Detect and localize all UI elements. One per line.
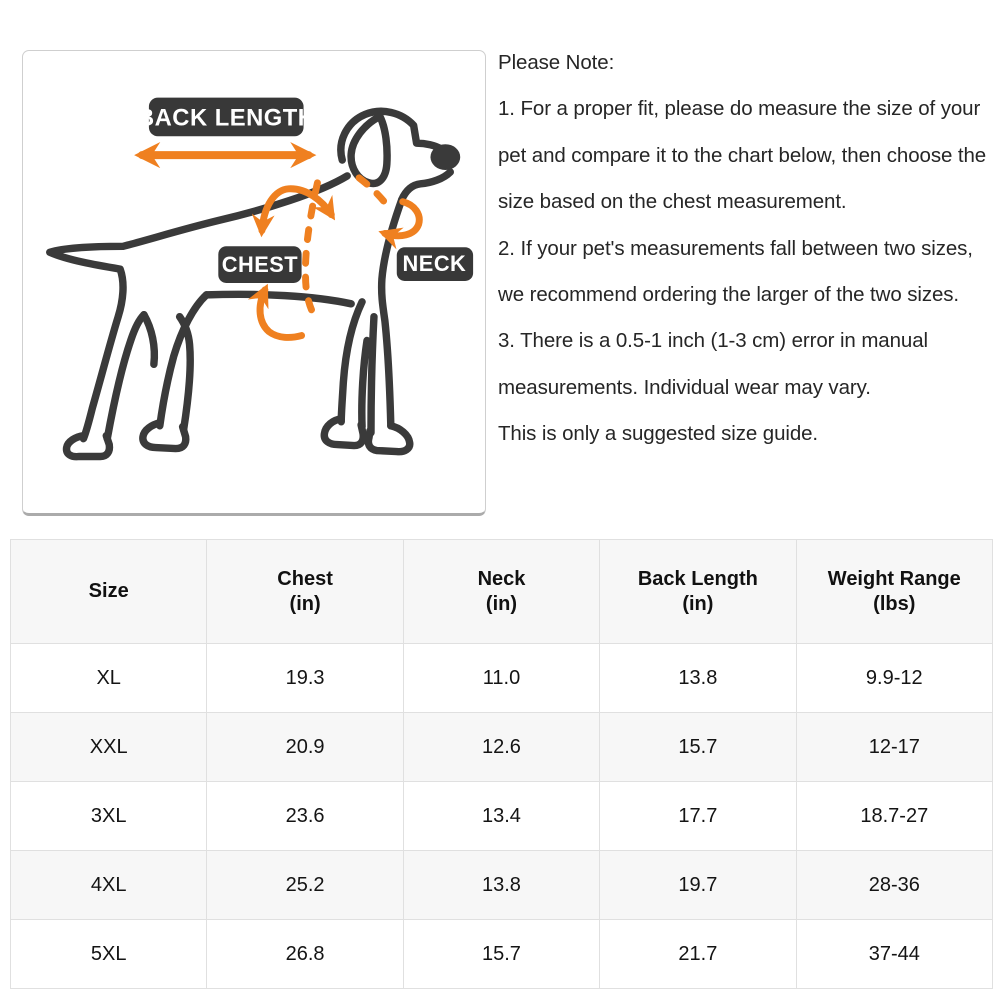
size-chart-table bbox=[10, 539, 993, 989]
note-line: we recommend ordering the larger of the two sizes. bbox=[498, 283, 960, 307]
table-cell: 18.7-27 bbox=[796, 782, 992, 851]
table-cell: 4XL bbox=[11, 851, 207, 920]
table-cell: 19.3 bbox=[207, 644, 403, 713]
chest-label: CHEST bbox=[221, 252, 299, 278]
table-row bbox=[11, 782, 993, 851]
table-cell: 12-17 bbox=[796, 713, 992, 782]
table-cell: 13.4 bbox=[403, 782, 599, 851]
neck-label: NECK bbox=[402, 251, 467, 277]
table-row bbox=[11, 920, 993, 989]
table-cell: 28-36 bbox=[796, 851, 992, 920]
column-header: Neck (in) bbox=[403, 540, 599, 644]
note-line: 1. For a proper fit, please do measure the size of your bbox=[498, 97, 981, 121]
table-cell: 12.6 bbox=[403, 713, 599, 782]
table-cell: 21.7 bbox=[600, 920, 796, 989]
dog-measurement-diagram bbox=[22, 50, 486, 516]
header-row bbox=[11, 540, 993, 644]
table-cell: 23.6 bbox=[207, 782, 403, 851]
table-cell: 37-44 bbox=[796, 920, 992, 989]
note-line: 2. If your pet's measurements fall between two sizes, bbox=[498, 236, 973, 260]
column-header: Weight Range (lbs) bbox=[796, 540, 992, 644]
note-line: pet and compare it to the chart below, then choose the bbox=[498, 143, 987, 167]
dog-ear bbox=[351, 116, 387, 183]
table-cell: 13.8 bbox=[600, 644, 796, 713]
dog-diagram-svg bbox=[23, 51, 485, 513]
table-cell: 13.8 bbox=[403, 851, 599, 920]
table-cell: XXL bbox=[11, 713, 207, 782]
note-line: Please Note: bbox=[498, 51, 615, 74]
back-length-label: BACK LENGTH bbox=[136, 104, 316, 132]
dog-nose bbox=[430, 144, 460, 170]
note-line: 3. There is a 0.5-1 inch (1-3 cm) error in manual bbox=[498, 329, 928, 353]
table-cell: 5XL bbox=[11, 920, 207, 989]
column-header: Back Length (in) bbox=[600, 540, 796, 644]
table-cell: 20.9 bbox=[207, 713, 403, 782]
column-header: Chest (in) bbox=[207, 540, 403, 644]
table-row bbox=[11, 644, 993, 713]
table-row bbox=[11, 851, 993, 920]
size-chart-header bbox=[11, 540, 993, 644]
table-cell: 25.2 bbox=[207, 851, 403, 920]
table-cell: 3XL bbox=[11, 782, 207, 851]
table-cell: 15.7 bbox=[600, 713, 796, 782]
note-line: size based on the chest measurement. bbox=[498, 190, 847, 214]
note-line: This is only a suggested size guide. bbox=[498, 422, 819, 446]
table-cell: 9.9-12 bbox=[796, 644, 992, 713]
table-cell: 17.7 bbox=[600, 782, 796, 851]
dog-outline-illustration bbox=[50, 111, 460, 456]
notes-block bbox=[498, 40, 998, 458]
column-header: Size bbox=[11, 540, 207, 644]
table-row bbox=[11, 713, 993, 782]
size-chart-body bbox=[11, 644, 993, 989]
table-cell: 11.0 bbox=[403, 644, 599, 713]
table-cell: XL bbox=[11, 644, 207, 713]
table-cell: 19.7 bbox=[600, 851, 796, 920]
table-cell: 26.8 bbox=[207, 920, 403, 989]
note-line: measurements. Individual wear may vary. bbox=[498, 375, 871, 399]
table-cell: 15.7 bbox=[403, 920, 599, 989]
